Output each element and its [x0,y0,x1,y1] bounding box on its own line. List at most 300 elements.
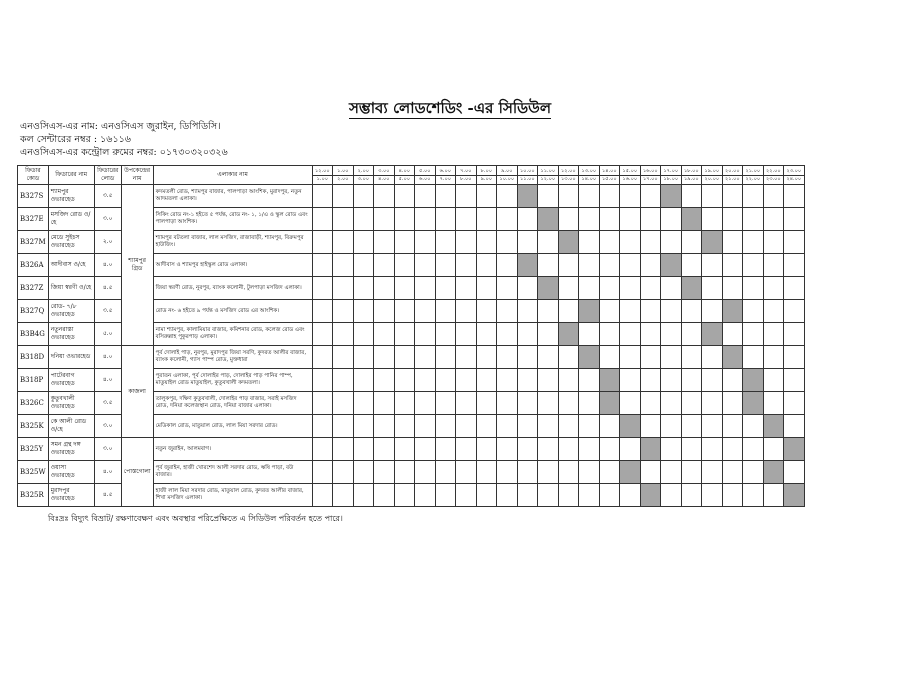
time-slot-to: ১৫.০০ [602,175,617,182]
call-center-number: কল সেন্টারের নম্বর : ১৬১১৬ [20,134,131,145]
slot-cell [763,392,784,415]
time-slot-header [476,166,497,185]
loadshed-slot-active [722,300,743,323]
loadshed-slot-active [763,461,784,484]
feeder-code: B325Y [18,438,49,461]
slot-cell [394,438,415,461]
slot-cell [784,415,805,438]
slot-cell [620,185,641,208]
time-slot-to: ৬.০০ [419,175,431,182]
slot-cell [661,277,682,300]
slot-cell [538,438,559,461]
slot-cell [558,185,579,208]
slot-cell [661,392,682,415]
loadshed-slot-active [558,231,579,254]
slot-cell [456,277,477,300]
slot-cell [333,461,354,484]
loadshed-slot-active [640,438,661,461]
feeder-code: B327E [18,208,49,231]
slot-cell [415,438,436,461]
slot-cell [517,300,538,323]
slot-cell [579,208,600,231]
time-slot-from: ১৫.০০ [622,167,638,174]
slot-cell [353,369,374,392]
slot-cell [743,346,764,369]
slot-cell [743,185,764,208]
slot-cell [374,323,395,346]
substation-name: পোস্তগোলা [121,438,153,507]
slot-cell [476,484,497,507]
time-slot-header [333,166,354,185]
slot-cell [640,254,661,277]
slot-cell [476,461,497,484]
time-slot-header [353,166,374,185]
slot-cell [743,231,764,254]
slot-cell [435,369,456,392]
slot-cell [415,415,436,438]
feeder-load: ৪.০ [94,346,121,369]
time-slot-from: ১২.০০ [315,167,330,174]
time-slot-to: ১৮.০০ [663,175,679,182]
feeder-code: B327S [18,185,49,208]
slot-cell [333,277,354,300]
time-slot-from: ২৩.০০ [786,167,802,174]
feeder-code: B325W [18,461,49,484]
slot-cell [722,323,743,346]
feeder-name: সমন গ্রন্থ দঙ্গ ওভারহেড [48,438,94,461]
slot-cell [374,392,395,415]
loadshed-slot-active [620,461,641,484]
slot-cell [743,254,764,277]
slot-cell [312,461,333,484]
feeder-load: ৪.০ [94,461,121,484]
slot-cell [722,461,743,484]
slot-cell [476,415,497,438]
feeder-name: জিয়া স্বরণী ও/হে [48,277,94,300]
time-slot-from: ১.০০ [337,167,349,174]
time-slot-to: ১৪.০০ [581,175,597,182]
slot-cell [661,300,682,323]
disclaimer-note: বিঃদ্রঃ বিদ্যুৎ বিভ্রাট/ রক্ষণাবেক্ষণ এবং অবস্থার পরিপ্রেক্ষিতে এ সিডিউল পরিবর্তন হতে পারে। [48,514,343,523]
slot-cell [640,323,661,346]
slot-cell [517,277,538,300]
slot-cell [517,438,538,461]
area-name: নামা শ্যামপুর, কালামিয়ার বাজার, কমিশনার রোড, কলেজ রোড এবং বসিরুল্লাহ পুকুরপাড় এলাকা। [153,323,312,346]
slot-cell [763,484,784,507]
slot-cell [538,185,559,208]
loadshed-slot-active [681,277,702,300]
slot-cell [681,254,702,277]
slot-cell [517,461,538,484]
slot-cell [517,392,538,415]
slot-cell [743,300,764,323]
slot-cell [353,208,374,231]
feeder-name: মসজিদ রোড ও/হে [48,208,94,231]
loadshed-slot-active [702,323,723,346]
time-slot-to: ২.০০ [337,175,349,182]
slot-cell [763,438,784,461]
slot-cell [681,392,702,415]
slot-cell [579,277,600,300]
loadshed-slot-active [579,300,600,323]
slot-cell [702,208,723,231]
slot-cell [374,415,395,438]
time-slot-header [579,166,600,185]
slot-cell [497,300,518,323]
slot-cell [374,231,395,254]
slot-cell [743,438,764,461]
slot-cell [620,438,641,461]
slot-cell [435,346,456,369]
slot-cell [312,323,333,346]
loadshed-slot-active [599,392,620,415]
slot-cell [722,392,743,415]
time-slot-to: ৯.০০ [480,175,492,182]
slot-cell [415,185,436,208]
slot-cell [681,415,702,438]
slot-cell [702,185,723,208]
slot-cell [558,438,579,461]
slot-cell [558,484,579,507]
slot-cell [415,231,436,254]
slot-cell [394,231,415,254]
slot-cell [517,323,538,346]
time-slot-header [374,166,395,185]
slot-cell [333,484,354,507]
time-slot-header [722,166,743,185]
slot-cell [476,300,497,323]
slot-cell [620,277,641,300]
time-slot-header [640,166,661,185]
slot-cell [784,300,805,323]
slot-cell [415,461,436,484]
slot-cell [763,323,784,346]
slot-cell [681,369,702,392]
slot-cell [333,254,354,277]
slot-cell [415,208,436,231]
feeder-code: B326A [18,254,49,277]
slot-cell [784,323,805,346]
loadshed-slot-active [517,254,538,277]
slot-cell [517,346,538,369]
slot-cell [661,438,682,461]
time-slot-to: ২০.০০ [704,175,720,182]
loadshedding-schedule-table [17,165,805,507]
feeder-name: ওয়াসা ওভারহেড [48,461,94,484]
slot-cell [476,346,497,369]
area-name: নতুন জুরাইন, আলমবাগ। [153,438,312,461]
slot-cell [333,185,354,208]
time-slot-header [743,166,764,185]
slot-cell [312,185,333,208]
slot-cell [353,231,374,254]
slot-cell [415,254,436,277]
slot-cell [784,392,805,415]
time-slot-to: ৮.০০ [460,175,472,182]
slot-cell [394,277,415,300]
slot-cell [722,277,743,300]
time-slot-to: ১.০০ [316,175,328,182]
time-slot-header [538,166,559,185]
time-slot-from: ৫.০০ [419,167,431,174]
time-slot-to: ২৩.০০ [766,175,781,182]
slot-cell [517,369,538,392]
slot-cell [599,323,620,346]
slot-cell [394,346,415,369]
slot-cell [681,461,702,484]
slot-cell [743,415,764,438]
slot-cell [312,438,333,461]
slot-cell [435,438,456,461]
slot-cell [702,461,723,484]
slot-cell [681,438,702,461]
time-slot-header [415,166,436,185]
slot-cell [558,277,579,300]
slot-cell [415,277,436,300]
feeder-name: মেডে সুইচস ওভারহেড [48,231,94,254]
time-slot-header [599,166,620,185]
slot-cell [415,484,436,507]
time-slot-to: ২৪.০০ [786,175,802,182]
loadshed-slot-active [640,484,661,507]
slot-cell [763,254,784,277]
slot-cell [415,392,436,415]
slot-cell [722,438,743,461]
feeder-load: ৪.৫ [94,484,121,507]
slot-cell [763,277,784,300]
slot-cell [640,415,661,438]
slot-cell [374,208,395,231]
slot-cell [558,415,579,438]
slot-cell [497,254,518,277]
header-feeder-name: ফিডারের নাম [48,166,94,185]
slot-cell [640,461,661,484]
header-row [18,166,805,185]
feeder-name: রোড- ৭/৮ ওভারহেড [48,300,94,323]
loadshed-slot-active [579,346,600,369]
slot-cell [435,254,456,277]
substation-name: কাজলা [121,346,153,438]
slot-cell [681,484,702,507]
feeder-name: কুতুবখালী ওভারহেড [48,392,94,415]
slot-cell [497,277,518,300]
slot-cell [640,346,661,369]
slot-cell [784,208,805,231]
slot-cell [435,208,456,231]
time-slot-header [558,166,579,185]
slot-cell [353,438,374,461]
slot-cell [374,461,395,484]
loadshed-slot-active [558,323,579,346]
slot-cell [558,369,579,392]
slot-cell [784,277,805,300]
time-slot-to: ২২.০০ [745,175,761,182]
slot-cell [640,208,661,231]
loadshed-slot-active [661,185,682,208]
slot-cell [374,300,395,323]
feeder-load: ৩.০ [94,438,121,461]
slot-cell [456,231,477,254]
slot-cell [743,277,764,300]
slot-cell [435,484,456,507]
time-slot-from: ১৩.০০ [581,167,597,174]
slot-cell [497,369,518,392]
slot-cell [558,346,579,369]
loadshed-slot-active [538,277,559,300]
area-name: হাজী লাল মিয়া সরদার রোড, মাতুয়াল রোড, কুদরত আলীর বাজার, শিখা মসজিদ এলাকা। [153,484,312,507]
slot-cell [702,415,723,438]
slot-cell [538,369,559,392]
control-room-number: এনওসিএস-এর কন্ট্রোল রুমের নম্বর: ০১৭৩০৩২০৩২৬ [20,147,228,158]
loadshed-slot-active [681,208,702,231]
slot-cell [312,484,333,507]
slot-cell [374,369,395,392]
slot-cell [538,254,559,277]
feeder-load: ৪.৫ [94,277,121,300]
slot-cell [435,415,456,438]
feeder-load: ৩.০ [94,415,121,438]
time-slot-header [312,166,333,185]
time-slot-from: ৩.০০ [378,167,390,174]
slot-cell [476,231,497,254]
slot-cell [763,300,784,323]
slot-cell [743,461,764,484]
slot-cell [435,392,456,415]
loadshed-slot-active [743,392,764,415]
feeder-load: ৫.০ [94,323,121,346]
slot-cell [722,369,743,392]
slot-cell [620,369,641,392]
feeder-code: B318D [18,346,49,369]
time-slot-to: ৩.০০ [357,175,369,182]
feeder-code: B325K [18,415,49,438]
slot-cell [599,346,620,369]
slot-cell [456,392,477,415]
area-name: পুরাতন এলাকা, পূর্ব দোলাইর পাড়, দোলাইর পাড় পানির পাম্প, মাতুয়াইল রোড মাতুয়াইল, কুতুবখালী কদমতলা। [153,369,312,392]
time-slot-to: ৭.০০ [439,175,451,182]
time-slot-header [620,166,641,185]
slot-cell [784,369,805,392]
slot-cell [599,461,620,484]
slot-cell [599,231,620,254]
time-slot-from: ২২.০০ [766,167,781,174]
header-area: এলাকার নাম [153,166,312,185]
slot-cell [640,392,661,415]
time-slot-header [763,166,784,185]
slot-cell [312,415,333,438]
slot-cell [579,369,600,392]
page-title [0,97,900,122]
feeder-code: B327M [18,231,49,254]
slot-cell [353,415,374,438]
area-name: আদীবাস ও শ্যামপুর হাইস্কুল রোড এলাকা। [153,254,312,277]
slot-cell [722,415,743,438]
time-slot-header [702,166,723,185]
feeder-code: B3B4G [18,323,49,346]
time-slot-from: ১৪.০০ [602,167,617,174]
time-slot-header [661,166,682,185]
slot-cell [558,461,579,484]
slot-cell [702,346,723,369]
area-name: কদমতলী রোড, শ্যামপুর বাজার, পালপাড়া আংশিক, মুরাদপুর, নতুন আদমতলা এলাকা। [153,185,312,208]
slot-cell [558,254,579,277]
time-slot-from: ৯.০০ [501,167,513,174]
slot-cell [517,231,538,254]
slot-cell [312,392,333,415]
slot-cell [784,231,805,254]
loadshed-slot-active [517,185,538,208]
slot-cell [784,346,805,369]
slot-cell [394,415,415,438]
slot-cell [722,208,743,231]
slot-cell [312,346,333,369]
area-name: শ্যামপুর বটতলা বাজার, লাল মসজিদ, রাজাবাড়ী, শ্যামপুর, বিক্রমপুর হাউজিং। [153,231,312,254]
feeder-name: শ্যামপুর ওভারহেড [48,185,94,208]
feeder-code: B327Z [18,277,49,300]
feeder-name: পাটেরবাগ ওভারহেড [48,369,94,392]
slot-cell [435,277,456,300]
time-slot-to: ১১.০০ [520,175,535,182]
time-slot-header [394,166,415,185]
feeder-code: B318P [18,369,49,392]
slot-cell [579,484,600,507]
slot-cell [374,484,395,507]
header-feeder-load: ফিডারের লোড [94,166,121,185]
slot-cell [333,323,354,346]
slot-cell [374,346,395,369]
loadshed-slot-active [599,369,620,392]
time-slot-to: ১৯.০০ [684,175,699,182]
slot-cell [312,277,333,300]
slot-cell [415,346,436,369]
slot-cell [620,392,641,415]
slot-cell [394,484,415,507]
slot-cell [661,208,682,231]
slot-cell [394,323,415,346]
slot-cell [456,185,477,208]
loadshed-slot-active [661,254,682,277]
slot-cell [312,369,333,392]
slot-cell [353,392,374,415]
slot-cell [353,300,374,323]
slot-cell [435,231,456,254]
feeder-load: ২.০ [94,231,121,254]
slot-cell [476,392,497,415]
loadshed-slot-active [702,231,723,254]
slot-cell [599,185,620,208]
slot-cell [435,323,456,346]
slot-cell [312,231,333,254]
slot-cell [538,346,559,369]
time-slot-from: ১৭.০০ [663,167,679,174]
slot-cell [620,346,641,369]
slot-cell [435,300,456,323]
slot-cell [722,484,743,507]
feeder-code: B325R [18,484,49,507]
slot-cell [661,461,682,484]
feeder-code: B327Q [18,300,49,323]
slot-cell [353,484,374,507]
time-slot-header [681,166,702,185]
slot-cell [681,231,702,254]
slot-cell [702,277,723,300]
feeder-name: মুরাদপুর ওভারহেড [48,484,94,507]
slot-cell [456,254,477,277]
slot-cell [538,415,559,438]
slot-cell [702,369,723,392]
time-slot-from: ১৮.০০ [684,167,699,174]
slot-cell [599,277,620,300]
